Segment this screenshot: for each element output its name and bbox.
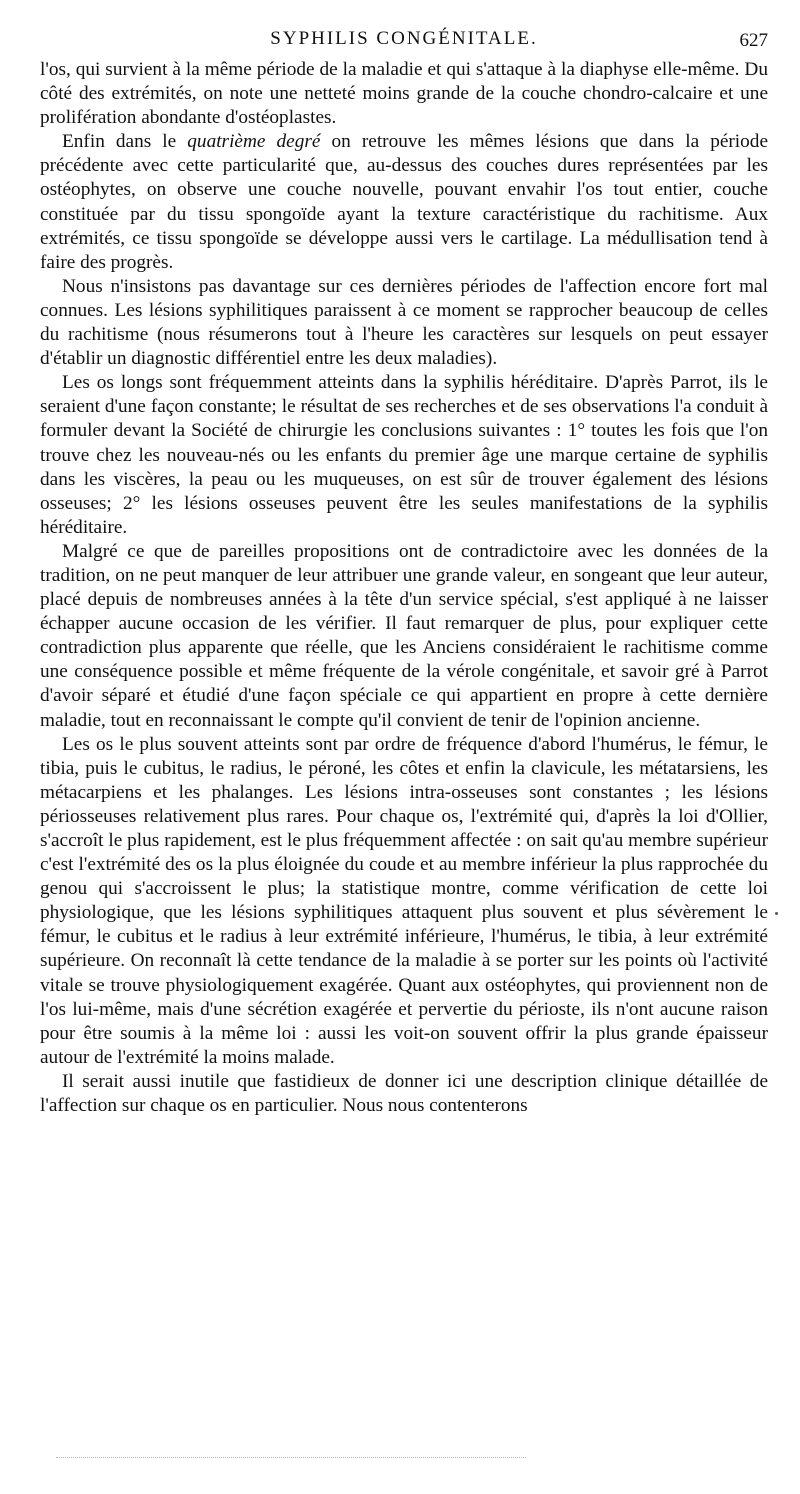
paragraph-description-clinique bbox=[40, 1070, 768, 1118]
paragraph-ordre-frequence bbox=[40, 733, 768, 1070]
paragraph-quatrieme-degre bbox=[40, 130, 768, 275]
page-header bbox=[40, 26, 768, 56]
body-text bbox=[40, 58, 768, 1118]
footer-faint-rule bbox=[56, 1457, 526, 1458]
running-title: SYPHILIS CONGÉNITALE. bbox=[270, 28, 538, 49]
paragraph-os-longs bbox=[40, 371, 768, 540]
page-number: 627 bbox=[739, 30, 768, 51]
paragraph-text: Les os longs sont fréquemment atteints dans la syphilis héréditaire. D'après Parrot, ils le seraient d'une façon constante; le résultat de ses recherches et de ses observations l'a conduit à formuler devant la Société de chirurgie les conclusions suivantes : 1° toutes les fois que l'on trouve chez les nouveau-nés ou les enfants du premier âge une marque certaine de syphilis dans les viscères, la peau ou les muqueuses, on est sûr de trouver également des lésions osseuses; 2° les lésions osseuses peuvent être les seules manifestations de la syphilis héréditaire. bbox=[40, 372, 768, 538]
paragraph-text: Les os le plus souvent atteints sont par ordre de fréquence d'abord l'humérus, le fémur, le tibia, puis le cubitus, le radius, le péroné, les côtes et enfin la clavicule, les métatarsiens, les métacarpiens et les phalanges. Les lésions intra-osseuses sont constantes ; les lésions périosseuses relativement plus rares. Pour chaque os, l'extrémité qui, d'après la loi d'Ollier, s'accroît le plus rapidement, est le plus fréquemment affectée : on sait qu'au membre supérieur c'est l'extrémité des os la plus éloignée du coude et au membre inférieur la plus rapprochée du genou qui s'accroissent le plus; la statistique montre, comme vérification de cette loi physiologique, que les lésions syphilitiques attaquent plus souvent et plus sévèrement le fémur, le cubitus et le radius à leur extrémité inférieure, l'humérus, le tibia, à leur extrémité supérieure. On reconnaît là cette tendance de la maladie à se porter sur les points où l'activité vitale se trouve physiologiquement exagérée. Quant aux ostéophytes, qui proviennent non de l'os lui-même, mais d'une sécrétion exagérée et pervertie du périoste, ils n'ont aucune raison pour être soumis à la même loi : aussi les voit-on souvent offrir la plus grande épaisseur autour de l'extrémité la moins malade. bbox=[40, 733, 768, 1068]
paragraph-text: l'os, qui survient à la même période de la maladie et qui s'attaque à la diaphyse elle-même. Du côté des extrémités, on note une netteté moins grande de la couche chondro-calcaire et une prolifération abondante d'ostéoplastes. bbox=[40, 59, 768, 129]
paragraph-continuation bbox=[40, 58, 768, 130]
paragraph-text: Nous n'insistons pas davantage sur ces dernières périodes de l'affection encore fort mal connues. Les lésions syphilitiques paraissent à ce moment se rapprocher beaucoup de celles du rachitisme (nous résumerons tout à l'heure les caractères sur lesquels on peut essayer d'établir un diagnostic différentiel entre les deux maladies). bbox=[40, 275, 768, 370]
paragraph-text: on retrouve les mêmes lésions que dans la période précédente avec cette particularité que, au-dessus des couches dures représentées par les ostéophytes, on observe une couche nouvelle, pouvant envahir l'os tout entier, couche constituée par du tissu spongoïde ayant la texture caractéristique du rachitisme. Aux extrémités, ce tissu spongoïde se développe aussi vers le cartilage. La médullisation tend à faire des progrès. bbox=[40, 131, 769, 273]
paragraph-propositions bbox=[40, 540, 768, 733]
paragraph-text: Il serait aussi inutile que fastidieux de donner ici une description clinique détaillée de l'affection sur chaque os en particulier. Nous nous contenterons bbox=[40, 1070, 768, 1117]
paragraph-dernieres-periodes bbox=[40, 275, 768, 371]
emphasis-quatrieme-degre: quatrième degré bbox=[187, 131, 321, 153]
ink-speck bbox=[775, 912, 778, 915]
paragraph-text: Malgré ce que de pareilles propositions ont de contradictoire avec les données de la tradition, on ne peut manquer de leur attribuer une grande valeur, en songeant que leur auteur, placé depuis de nombreuses années à la tête d'un service spécial, s'est appliqué à ne laisser échapper aucune occasion de les vérifier. Il faut remarquer de plus, pour expliquer cette contradiction plus apparente que réelle, que les Anciens considéraient le rachitisme comme une conséquence possible et même fréquente de la vérole congénitale, et savoir gré à Parrot d'avoir séparé et étudié d'une façon spéciale ce qui appartient en propre à cette dernière maladie, tout en reconnaissant le compte qu'il convient de tenir de l'opinion ancienne. bbox=[40, 540, 768, 731]
paragraph-lead: Enfin dans le bbox=[62, 131, 188, 153]
